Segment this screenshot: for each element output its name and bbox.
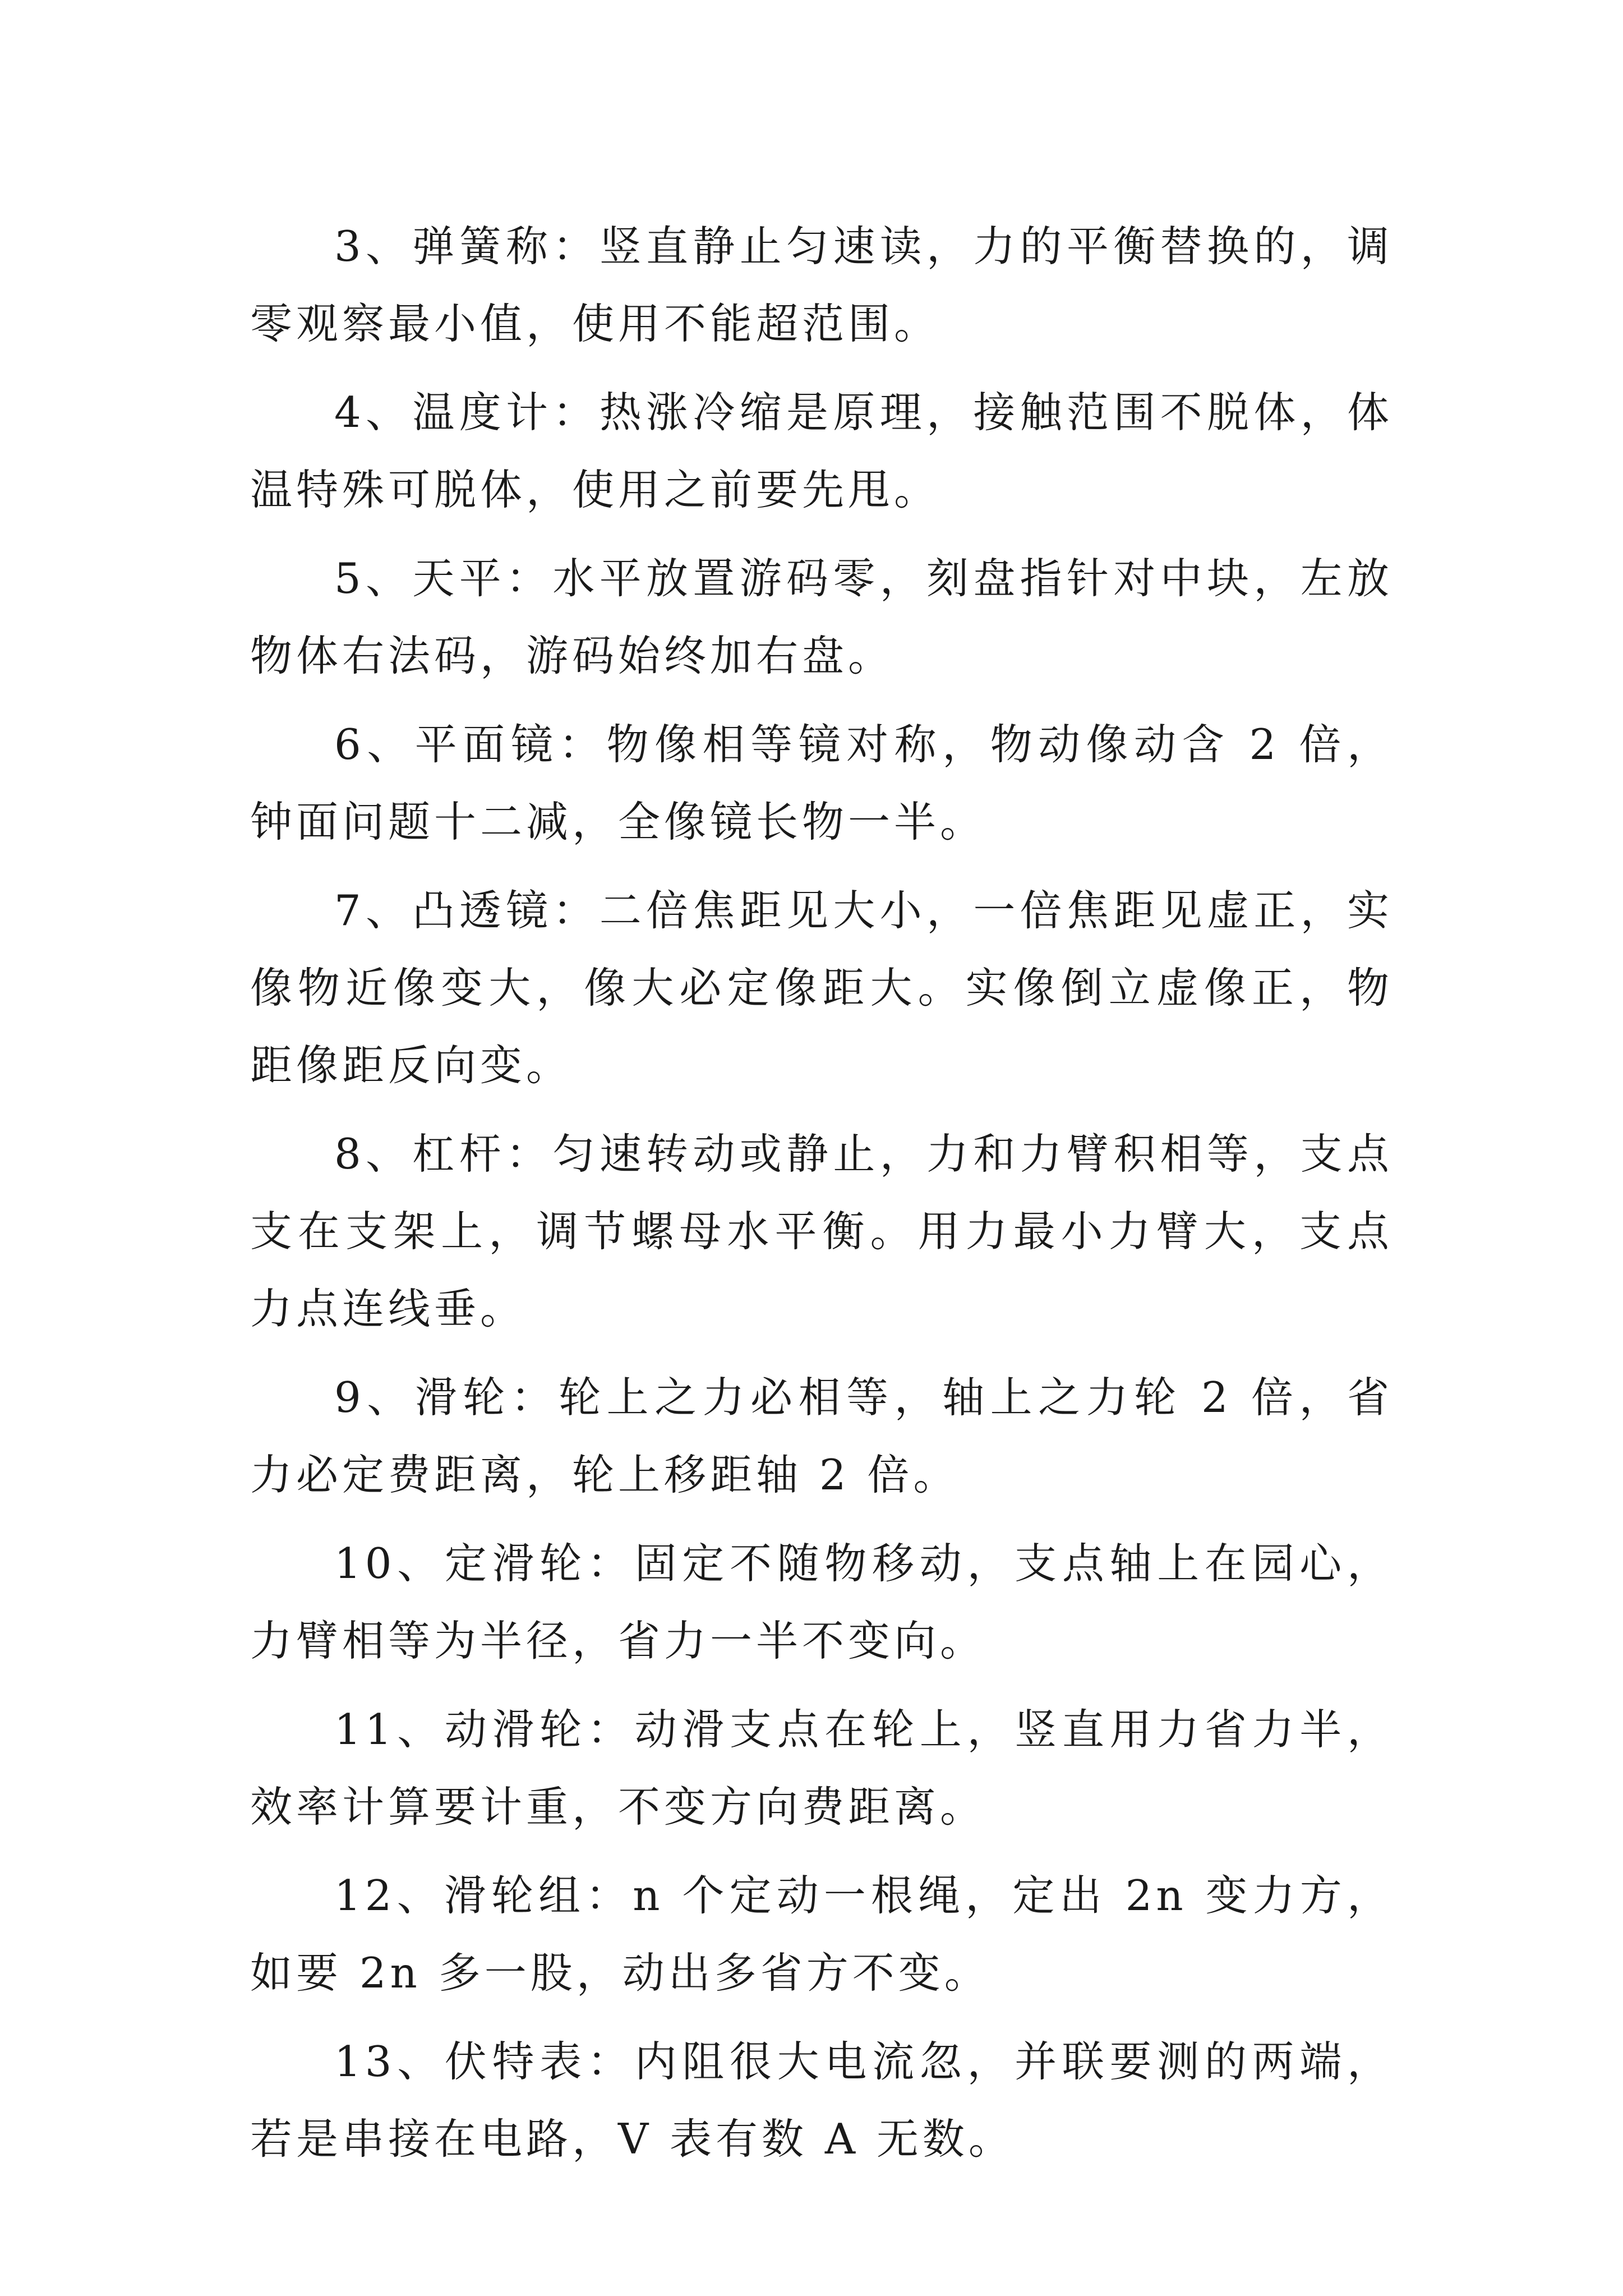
paragraph-plane-mirror: 6、平面镜：物像相等镜对称，物动像动含 2 倍，钟面问题十二减，全像镜长物一半。 bbox=[250, 720, 1393, 846]
paragraph-spring-scale: 3、弹簧称：竖直静止匀速读，力的平衡替换的，调零观察最小值，使用不能超范围。 bbox=[250, 222, 1393, 348]
paragraph-fixed-pulley: 10、定滑轮：固定不随物移动，支点轴上在园心，力臂相等为半径，省力一半不变向。 bbox=[250, 1539, 1393, 1665]
paragraph-voltmeter: 13、伏特表：内阻很大电流忽，并联要测的两端，若是串接在电路，V 表有数 A 无数。 bbox=[250, 2037, 1393, 2164]
paragraph-convex-lens: 7、凸透镜：二倍焦距见大小，一倍焦距见虚正，实像物近像变大，像大必定像距大。实像倒立虚像正，物距像距反向变。 bbox=[250, 886, 1393, 1090]
paragraph-movable-pulley: 11、动滑轮：动滑支点在轮上，竖直用力省力半，效率计算要计重，不变方向费距离。 bbox=[250, 1705, 1393, 1832]
paragraph-lever: 8、杠杆：匀速转动或静止，力和力臂积相等，支点支在支架上，调节螺母水平衡。用力最小力臂大，支点力点连线垂。 bbox=[250, 1129, 1393, 1333]
document-body bbox=[250, 208, 1393, 2189]
paragraph-thermometer: 4、温度计：热涨冷缩是原理，接触范围不脱体，体温特殊可脱体，使用之前要先甩。 bbox=[250, 388, 1393, 514]
paragraph-balance: 5、天平：水平放置游码零，刻盘指针对中块，左放物体右法码，游码始终加右盘。 bbox=[250, 554, 1393, 680]
paragraph-pulley: 9、滑轮：轮上之力必相等，轴上之力轮 2 倍，省力必定费距离，轮上移距轴 2 倍。 bbox=[250, 1373, 1393, 1499]
paragraph-pulley-block: 12、滑轮组：n 个定动一根绳，定出 2n 变力方，如要 2n 多一股，动出多省方不变。 bbox=[250, 1871, 1393, 1998]
